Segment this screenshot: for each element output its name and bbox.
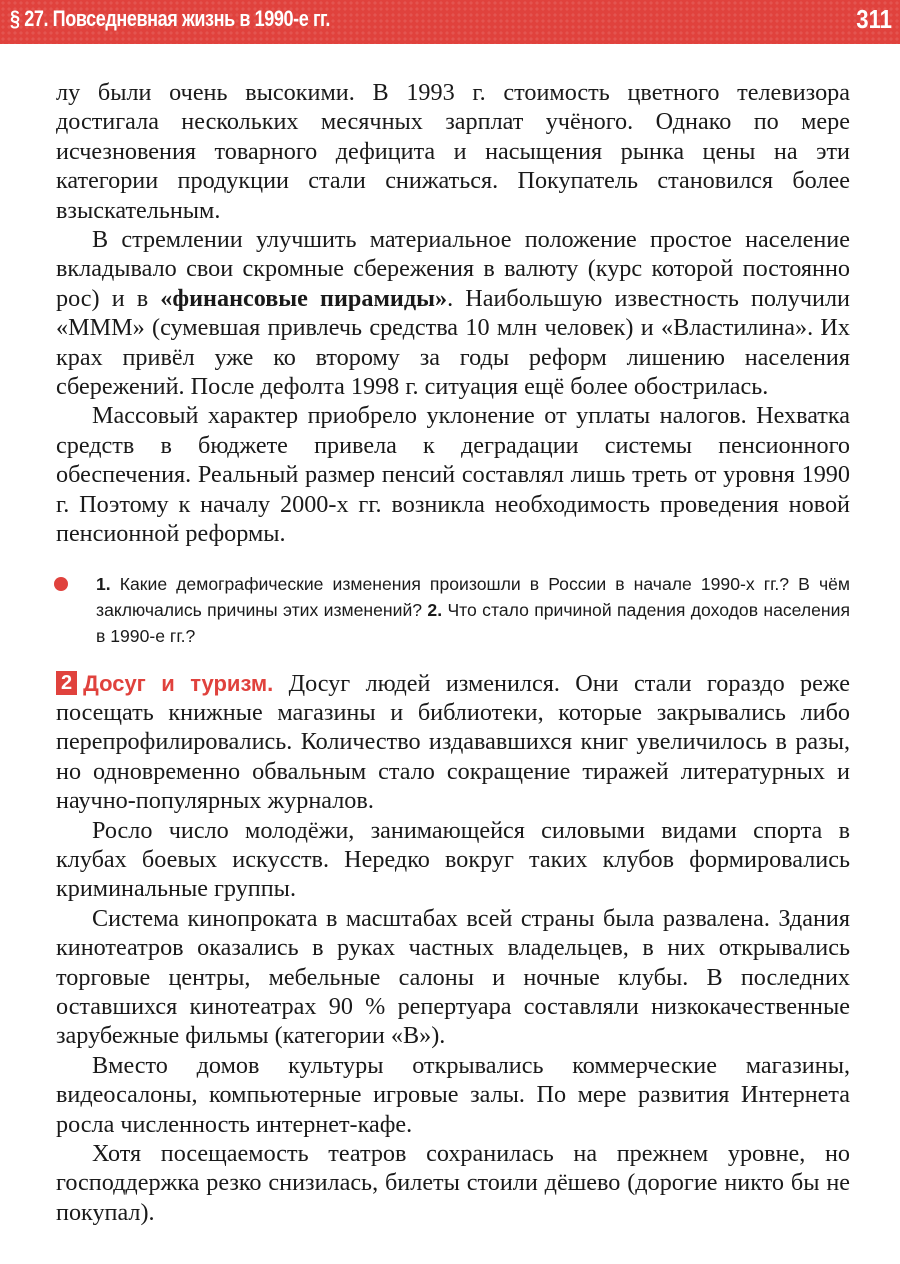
key-term: «финансовые пирамиды» [160, 284, 448, 312]
paragraph-cinema: Система кинопроката в масштабах всей страны была развалена. Здания кинотеатров оказались в руках частных владельцев, в них открывались торговые центры, мебельные салоны и ночные клубы. В последних оставшихся кинотеатрах 90 % репертуара составляли низкокачественные зарубежные фильмы (категории «B»). [56, 904, 850, 1050]
section-title: Досуг и туризм. [83, 670, 274, 696]
question-bullet-icon [54, 577, 68, 591]
paragraph-sports: Росло число молодёжи, занимающейся силовыми видами спорта в клубах боевых искусств. Нередко вокруг таких клубов формировались криминальные группы. [56, 816, 850, 903]
page-content [56, 78, 850, 1227]
paragraph-theatres: Хотя посещаемость театров сохранилась на прежнем уровне, но господдержка резко снизилась, билеты стоили дёшево (дорогие никто бы не покупал). [56, 1140, 850, 1226]
paragraph-taxes-pensions: Массовый характер приобрело уклонение от уплаты налогов. Нехватка средств в бюджете привела к деградации системы пенсионного обеспечения. Реальный размер пенсий составлял лишь треть от уровня 1990 г. Поэтому к началу 2000-х гг. возникла необходимость проведения новой пенсионной реформы. [56, 402, 850, 548]
page-header [0, 0, 900, 44]
paragraph-financial-pyramids [56, 225, 850, 401]
paragraph-text: Досуг людей изменился. Они стали гораздо реже посещать книжные магазины и библиотеки, которые закрывались либо перепрофилировались. Количество издававшихся книг увеличилось в разы, но одновременно обвальным стало сокращение тиражей литературных и научно-популярных журналов. [56, 669, 850, 815]
paragraph-text: . Наибольшую известность получили «МММ» (сумевшая привлечь средства 10 млн человек) и «Властилина». Их крах привёл уже ко второму за годы реформ лишению населения сбережений. После дефолта 1998 г. ситуация ещё более обострилась. [56, 284, 850, 401]
paragraph-text: В стремлении улучшить материальное положение простое население вкладывало свои скромные сбережения в валюту (курс которой постоянно рос) и в [56, 226, 850, 312]
question-number: 2. [427, 599, 443, 620]
question-text: Что стало причиной падения доходов населения в 1990-е гг.? [96, 599, 851, 646]
review-questions [96, 571, 850, 649]
paragraph-continued: лу были очень высокими. В 1993 г. стоимость цветного телевизора достигала нескольких месячных зарплат учёного. Однако по мере исчезновения товарного дефицита и насыщения рынка цены на эти категории продукции стали снижаться. Покупатель становился более взыскательным. [56, 79, 850, 224]
paragraph-culture-houses: Вместо домов культуры открывались коммерческие магазины, видеосалоны, компьютерные игровые залы. По мере развития Интернета росла численность интернет-кафе. [56, 1051, 850, 1138]
question-text: Какие демографические изменения произошли в России в начале 1990-х гг.? В чём заключались причины этих изменений? [96, 573, 850, 620]
section-leisure-tourism [56, 669, 850, 1228]
section-lead-paragraph [56, 669, 850, 816]
chapter-title: § 27. Повседневная жизнь в 1990-е гг. [10, 6, 330, 31]
question-number: 1. [96, 573, 111, 594]
page-number: 311 [856, 4, 892, 34]
section-number-badge: 2 [56, 671, 77, 695]
